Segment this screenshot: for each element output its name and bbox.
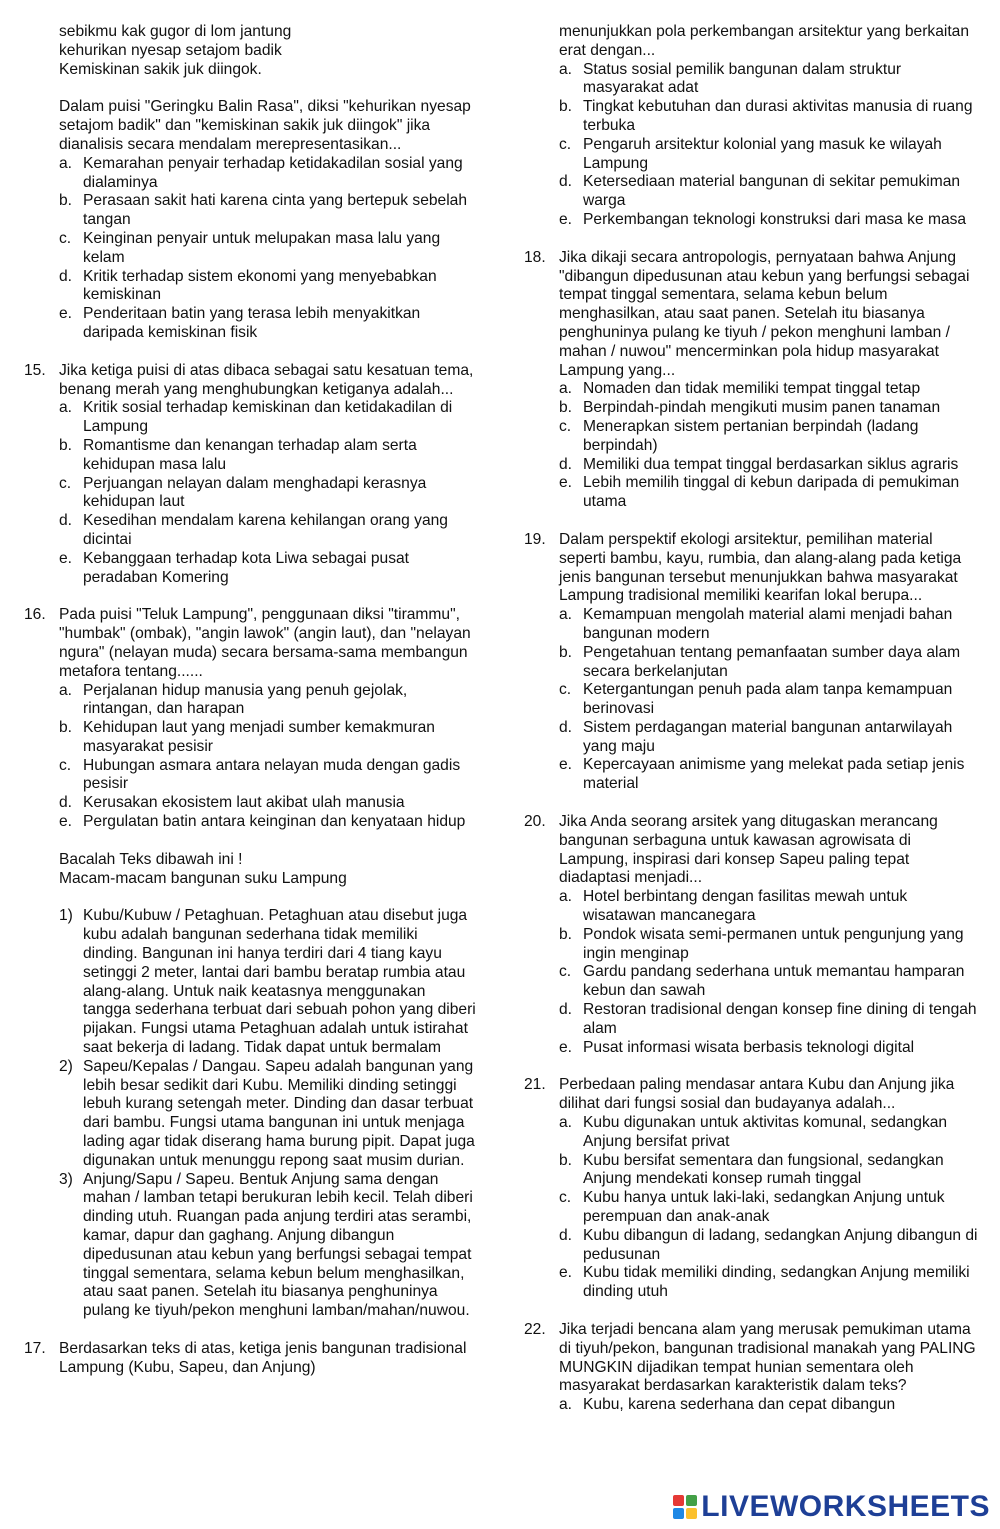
question-number: 18. <box>524 248 546 266</box>
option-b: b. Pondok wisata semi-permanen untuk pengunjung yang ingin menginap <box>559 925 964 962</box>
option-d: d. Kerusakan ekosistem laut akibat ulah manusia <box>59 794 405 812</box>
question-stem: menunjukkan pola perkembangan arsitektur yang berkaitan erat dengan... <box>559 23 970 59</box>
question-number: 16. <box>24 606 46 624</box>
option-e: e. Kepercayaan animisme yang melekat pada setiap jenis material <box>559 756 965 793</box>
option-c: c. Perjuangan nelayan dalam menghadapi kerasnya kehidupan laut <box>59 474 427 511</box>
option-list <box>559 888 978 1057</box>
reading-instruction: Bacalah Teks dibawah ini ! <box>59 850 243 868</box>
option-e: e. Penderitaan batin yang terasa lebih menyakitkan daripada kemiskinan fisik <box>59 305 421 341</box>
question-22 <box>524 1321 978 1415</box>
question-number: 22. <box>524 1321 546 1338</box>
option-list <box>559 1114 978 1302</box>
logo-mark-icon <box>673 1495 697 1519</box>
poem-line: sebikmu kak gugor di lom jantung <box>59 23 292 40</box>
option-list <box>59 399 476 587</box>
option-list <box>59 155 476 343</box>
option-d: d. Restoran tradisional dengan konsep fine dining di tengah alam <box>559 1001 977 1037</box>
option-d: d. Kesedihan mendalam karena kehilangan orang yang dicintai <box>59 512 448 548</box>
reading-item-sapeu: 2) Sapeu/Kepalas / Dangau. Sapeu adalah bangunan yang lebih besar sedikit dari Kubu. Memiliki dinding setinggi lebuh kurang setengah meter. Dinding dan dasar terbuat dari bambu. Fungsi utama bangunan ini untuk menjaga lading agar tidak diserang hama burung pipit. Dapat juga digunakan untuk menunggu repong saat musim durian. <box>59 1057 475 1169</box>
option-c: c. Menerapkan sistem pertanian berpindah (ladang berpindah) <box>559 417 919 454</box>
option-d: d. Kubu dibangun di ladang, sedangkan Anjung dibangun di pedusunan <box>559 1226 978 1263</box>
question-stem: Pada puisi "Teluk Lampung", penggunaan diksi "tirammu", "humbak" (ombak), "angin lawok" (angin laut), dan "nelayan ngura" (nelayan muda) secara bersama-sama membangun metafora tentang...... <box>59 606 471 680</box>
question-stem: Berdasarkan teks di atas, ketiga jenis bangunan tradisional Lampung (Kubu, Sapeu, dan Anjung) <box>59 1340 467 1376</box>
option-e: e. Lebih memilih tinggal di kebun daripada di pemukiman utama <box>559 474 960 511</box>
option-c: c. Ketergantungan penuh pada alam tanpa kemampuan berinovasi <box>559 681 953 718</box>
left-column <box>24 23 476 1378</box>
option-a: a. Kemarahan penyair terhadap ketidakadilan sosial yang dialaminya <box>59 154 463 191</box>
option-d: d. Sistem perdagangan material bangunan antarwilayah yang maju <box>559 718 953 755</box>
question-14 <box>24 98 476 342</box>
question-stem: Jika terjadi bencana alam yang merusak pemukiman utama di tiyuh/pekon, bangunan tradisional manakah yang PALING MUNGKIN dijadikan tempat hunian sementara oleh masyarakat berdasarkan karakteristik dalam teks? <box>559 1321 976 1395</box>
option-list <box>59 682 476 832</box>
poem-line: kehurikan nyesap setajom badik <box>59 41 282 59</box>
question-15 <box>24 362 476 588</box>
option-a: a. Kubu, karena sederhana dan cepat dibangun <box>559 1396 896 1414</box>
option-c: c. Hubungan asmara antara nelayan muda dengan gadis pesisir <box>59 756 461 793</box>
option-c: c. Pengaruh arsitektur kolonial yang masuk ke wilayah Lampung <box>559 135 942 172</box>
question-19 <box>524 531 978 794</box>
option-c: c. Gardu pandang sederhana untuk memantau hamparan kebun dan sawah <box>559 963 965 1000</box>
question-number: 20. <box>524 813 546 831</box>
option-b: b. Berpindah-pindah mengikuti musim panen tanaman <box>559 399 941 417</box>
question-21 <box>524 1076 978 1302</box>
option-e: e. Kubu tidak memiliki dinding, sedangkan Anjung memiliki dinding utuh <box>559 1264 970 1301</box>
question-stem: Perbedaan paling mendasar antara Kubu dan Anjung jika dilihat dari fungsi sosial dan budayanya adalah... <box>559 1076 955 1113</box>
question-18 <box>524 249 978 512</box>
option-a: a. Status sosial pemilik bangunan dalam struktur masyarakat adat <box>559 60 902 97</box>
option-e: e. Pusat informasi wisata berbasis teknologi digital <box>559 1038 915 1056</box>
option-b: b. Perasaan sakit hati karena cinta yang bertepuk sebelah tangan <box>59 192 468 229</box>
option-e: e. Perkembangan teknologi konstruksi dari masa ke masa <box>559 210 967 228</box>
option-b: b. Kubu bersifat sementara dan fungsional, sedangkan Anjung mendekati konsep rumah tinggal <box>559 1151 944 1188</box>
question-stem: Dalam perspektif ekologi arsitektur, pemilihan material seperti bambu, kayu, rumbia, dan alang-alang pada ketiga jenis bangunan tersebut menunjukkan bahwa masyarakat Lampung tradisional memiliki kearifan lokal berupa... <box>559 530 962 605</box>
option-e: e. Kebanggaan terhadap kota Liwa sebagai pusat peradaban Komering <box>59 549 409 586</box>
question-stem: Jika dikaji secara antropologis, pernyataan bahwa Anjung "dibangun dipedusunan atau kebun yang berfungsi sebagai tempat tinggal sementara, selama kebun belum menghasilkan, atau saat panen. Setelah itu biasanya penghuninya pulang ke tiyuh / pekon menghuni lamban / mahan / nuwou" mencerminkan pola hidup masyarakat Lampung yang... <box>559 248 970 379</box>
brand-name: LIVEWORKSHEETS <box>701 1490 990 1523</box>
option-list <box>559 380 978 512</box>
question-stem: Dalam puisi "Geringku Balin Rasa", diksi "kehurikan nyesap setajom badik" dan "kemiskinan sakik juk diingok" jika dianalisis secara mendalam merepresentasikan... <box>59 98 471 153</box>
question-16 <box>24 606 476 832</box>
reading-item-kubu: 1) Kubu/Kubuw / Petaghuan. Petaghuan atau disebut juga kubu adalah bangunan sederhana tidak memiliki dinding. Bangunan ini hanya terdiri dari 4 tiang kayu setinggi 2 meter, lantai dari bambu beratap rumbia atau alang-alang. Untuk naik keatasnya menggunakan tangga sederhana terbuat dari sebuah pohon yang diberi pijakan. Fungsi utama Petaghuan adalah untuk istirahat saat bekerja di ladang. Tidak dapat untuk bermalam <box>59 907 476 1057</box>
option-d: d. Kritik terhadap sistem ekonomi yang menyebabkan kemiskinan <box>59 267 437 304</box>
option-d: d. Memiliki dua tempat tinggal berdasarkan siklus agraris <box>559 455 959 473</box>
poem-line: Kemiskinan sakik juk diingok. <box>59 60 262 78</box>
option-a: a. Kemampuan mengolah material alami menjadi bahan bangunan modern <box>559 606 953 642</box>
question-17-continued <box>524 23 978 230</box>
question-number: 17. <box>24 1340 46 1357</box>
right-column <box>524 23 978 1415</box>
option-a: a. Kritik sosial terhadap kemiskinan dan ketidakadilan di Lampung <box>59 399 453 436</box>
question-17 <box>24 1340 476 1378</box>
option-b: b. Kehidupan laut yang menjadi sumber kemakmuran masyarakat pesisir <box>59 719 435 755</box>
question-20 <box>524 813 978 1057</box>
question-number: 19. <box>524 530 546 548</box>
option-b: b. Pengetahuan tentang pemanfaatan sumber daya alam secara berkelanjutan <box>559 643 961 680</box>
option-c: c. Keinginan penyair untuk melupakan masa lalu yang kelam <box>59 229 441 266</box>
liveworksheets-logo <box>673 1491 990 1523</box>
option-list <box>559 606 978 794</box>
poem-tail <box>24 23 476 79</box>
question-number: 21. <box>524 1076 546 1094</box>
option-a: a. Nomaden dan tidak memiliki tempat tinggal tetap <box>559 380 921 398</box>
option-a: a. Kubu digunakan untuk aktivitas komunal, sedangkan Anjung bersifat privat <box>559 1114 948 1150</box>
question-stem: Jika Anda seorang arsitek yang ditugaskan merancang bangunan serbaguna untuk kawasan agrowisata di Lampung, inspirasi dari konsep Sapeu paling tepat diadaptasi menjadi... <box>559 813 938 887</box>
option-b: b. Romantisme dan kenangan terhadap alam serta kehidupan masa lalu <box>59 436 417 473</box>
reading-title: Macam-macam bangunan suku Lampung <box>59 869 347 887</box>
option-d: d. Ketersediaan material bangunan di sekitar pemukiman warga <box>559 173 961 210</box>
reading-list <box>24 907 476 1321</box>
option-list <box>559 1396 978 1415</box>
option-b: b. Tingkat kebutuhan dan durasi aktivitas manusia di ruang terbuka <box>559 98 973 134</box>
option-e: e. Pergulatan batin antara keinginan dan kenyataan hidup <box>59 813 466 831</box>
option-list <box>559 61 978 230</box>
option-c: c. Kubu hanya untuk laki-laki, sedangkan Anjung untuk perempuan dan anak-anak <box>559 1189 945 1226</box>
reading-item-anjung: 3) Anjung/Sapu / Sapeu. Bentuk Anjung sama dengan mahan / lamban tetapi berukuran lebih kecil. Telah diberi dinding utuh. Ruangan pada anjung terdiri atas serambi, kamar, dapur dan gaghang. Anjung dibangun dipedusunan atau kebun yang berfungsi sebagai tempat tinggal sementara, selama kebun belum menghasilkan, atau saat panen. Setelah itu biasanya penghuninya pulang ke tiyuh/pekon menghuni lamban/mahan/nuwou. <box>59 1170 473 1320</box>
reading-intro <box>24 851 476 889</box>
question-stem: Jika ketiga puisi di atas dibaca sebagai satu kesatuan tema, benang merah yang menghubungkan ketiganya adalah... <box>59 361 474 398</box>
question-number: 15. <box>24 361 46 379</box>
option-a: a. Hotel berbintang dengan fasilitas mewah untuk wisatawan mancanegara <box>559 888 908 925</box>
option-a: a. Perjalanan hidup manusia yang penuh gejolak, rintangan, dan harapan <box>59 681 408 718</box>
